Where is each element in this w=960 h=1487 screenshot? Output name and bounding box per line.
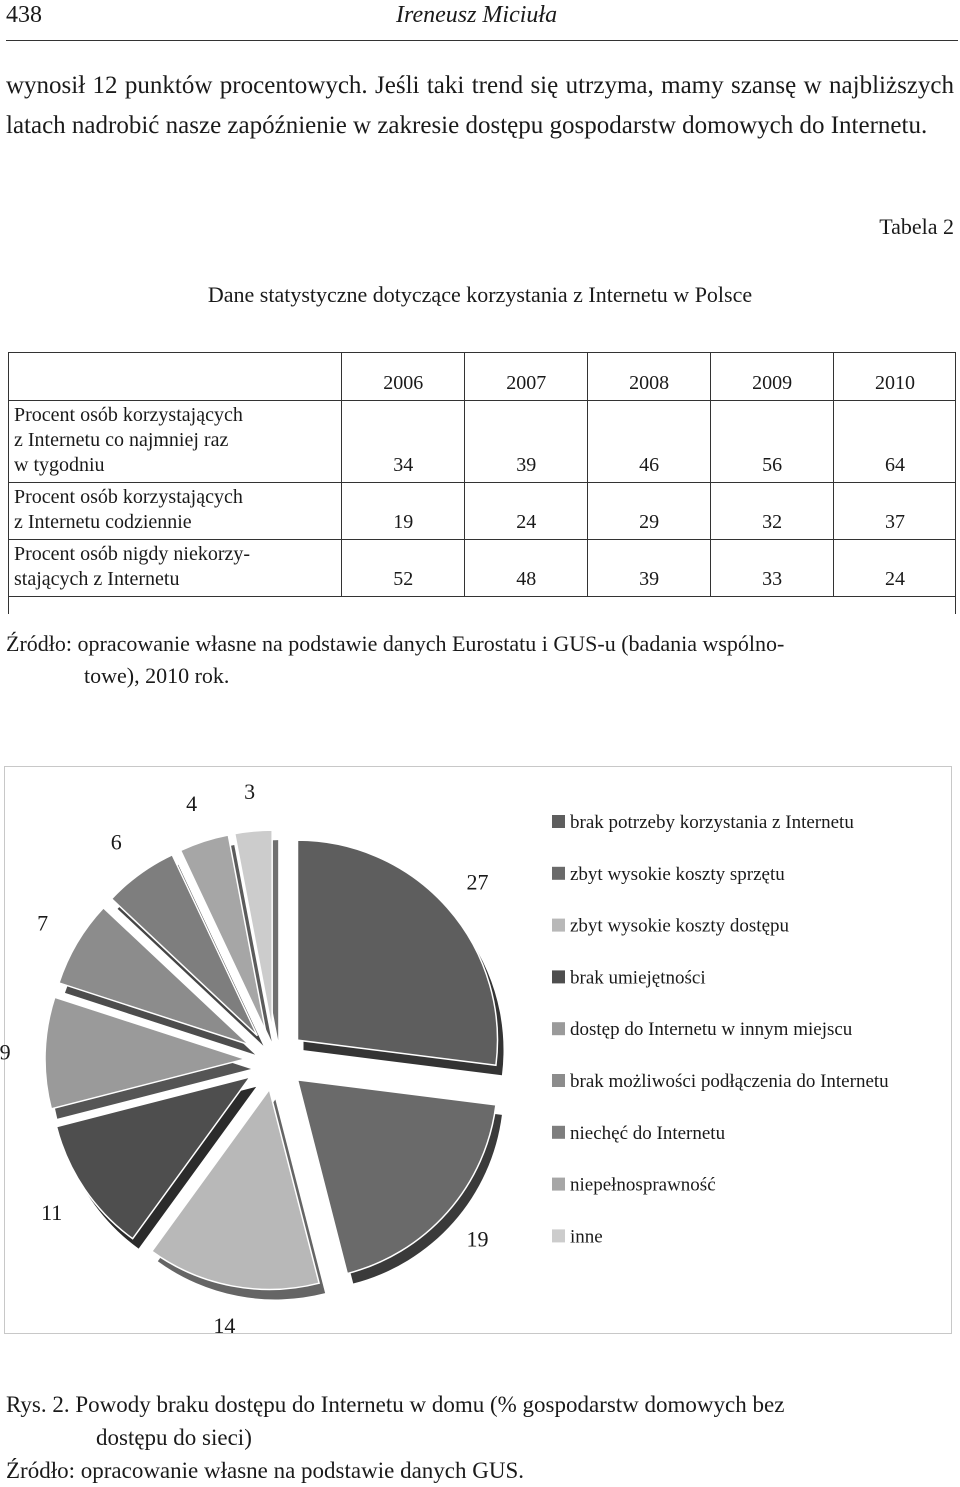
year-header: 2006	[342, 352, 465, 401]
table-cell: 48	[465, 540, 588, 597]
page-number: 438	[6, 2, 42, 28]
table-cell: 33	[711, 540, 834, 597]
table-source-note: Źródło: opracowanie własne na podstawie danych Eurostatu i GUS-u (badania wspólno- towe), 2010 rok.	[6, 631, 785, 688]
table-cell: 56	[711, 401, 834, 483]
pie-data-label: 6	[110, 829, 122, 855]
table-cell: 24	[465, 483, 588, 540]
figure-caption-line: Rys. 2. Powody braku dostępu do Internetu w domu (% gospodarstw domowych bez	[6, 1392, 785, 1417]
table-cell: 37	[834, 483, 956, 540]
legend-entry: niechęć do Internetu	[570, 1122, 726, 1144]
table-cell: 19	[342, 483, 465, 540]
row-label: Procent osób korzystających z Internetu co najmniej raz w tygodniu	[8, 401, 342, 483]
legend-swatch	[552, 970, 565, 983]
figure-caption	[6, 1388, 956, 1487]
pie-data-label: 9	[0, 1039, 11, 1065]
table-cell: 39	[465, 401, 588, 483]
pie-data-label: 3	[244, 779, 256, 805]
row-label: Procent osób korzystających z Internetu codziennie	[8, 483, 342, 540]
legend-swatch	[552, 919, 565, 932]
year-header: 2009	[711, 352, 834, 401]
table-cell: 46	[588, 401, 711, 483]
legend-swatch	[552, 867, 565, 880]
table-title: Dane statystyczne dotyczące korzystania z Internetu w Polsce	[207, 282, 753, 307]
legend-swatch	[552, 815, 565, 828]
table-cell: 39	[588, 540, 711, 597]
legend-entry: brak potrzeby korzystania z Internetu	[570, 812, 854, 833]
year-header: 2010	[834, 352, 956, 401]
legend-entry: zbyt wysokie koszty dostępu	[570, 915, 790, 937]
legend-entry: zbyt wysokie koszty sprzętu	[570, 863, 785, 885]
pie-data-label: 14	[213, 1313, 236, 1339]
pie-data-label: 19	[466, 1226, 489, 1252]
table-cell: 52	[342, 540, 465, 597]
table-cell: 32	[711, 483, 834, 540]
running-head-author: Ireneusz Miciuła	[396, 2, 558, 28]
pie-data-label: 27	[466, 869, 489, 895]
year-header: 2007	[465, 352, 588, 401]
table-label: Tabela 2	[879, 214, 954, 239]
legend-swatch	[552, 1229, 565, 1242]
legend-swatch	[552, 1022, 565, 1035]
table-cell: 29	[588, 483, 711, 540]
legend-swatch	[552, 1178, 565, 1191]
intro-paragraph: wynosił 12 punktów procentowych. Jeśli taki trend się utrzyma, mamy szansę w najbliższych latach nadrobić nasze zapóźnienie w zakresie dostępu gospodarstw domowych do Internetu.	[6, 72, 954, 139]
legend-swatch	[552, 1126, 565, 1139]
pie-data-label: 7	[37, 910, 49, 936]
legend-entry: brak możliwości podłączenia do Internetu	[570, 1071, 889, 1092]
legend-entry: dostęp do Internetu w innym miejscu	[570, 1019, 853, 1041]
year-header: 2008	[588, 352, 711, 401]
table-cell: 34	[342, 401, 465, 483]
legend-swatch	[552, 1074, 565, 1087]
figure-caption-line: dostępu do sieci)	[96, 1425, 252, 1450]
table-cell: 64	[834, 401, 956, 483]
legend-entry: niepełnosprawność	[570, 1174, 716, 1196]
pie-data-label: 11	[41, 1199, 63, 1225]
legend-entry: inne	[570, 1226, 603, 1248]
figure-source: Źródło: opracowanie własne na podstawie danych GUS.	[6, 1458, 524, 1483]
table-cell: 24	[834, 540, 956, 597]
row-label: Procent osób nigdy niekorzy- stających z Internetu	[8, 540, 342, 597]
legend-entry: brak umiejętności	[570, 967, 706, 989]
pie-data-label: 4	[186, 791, 198, 817]
